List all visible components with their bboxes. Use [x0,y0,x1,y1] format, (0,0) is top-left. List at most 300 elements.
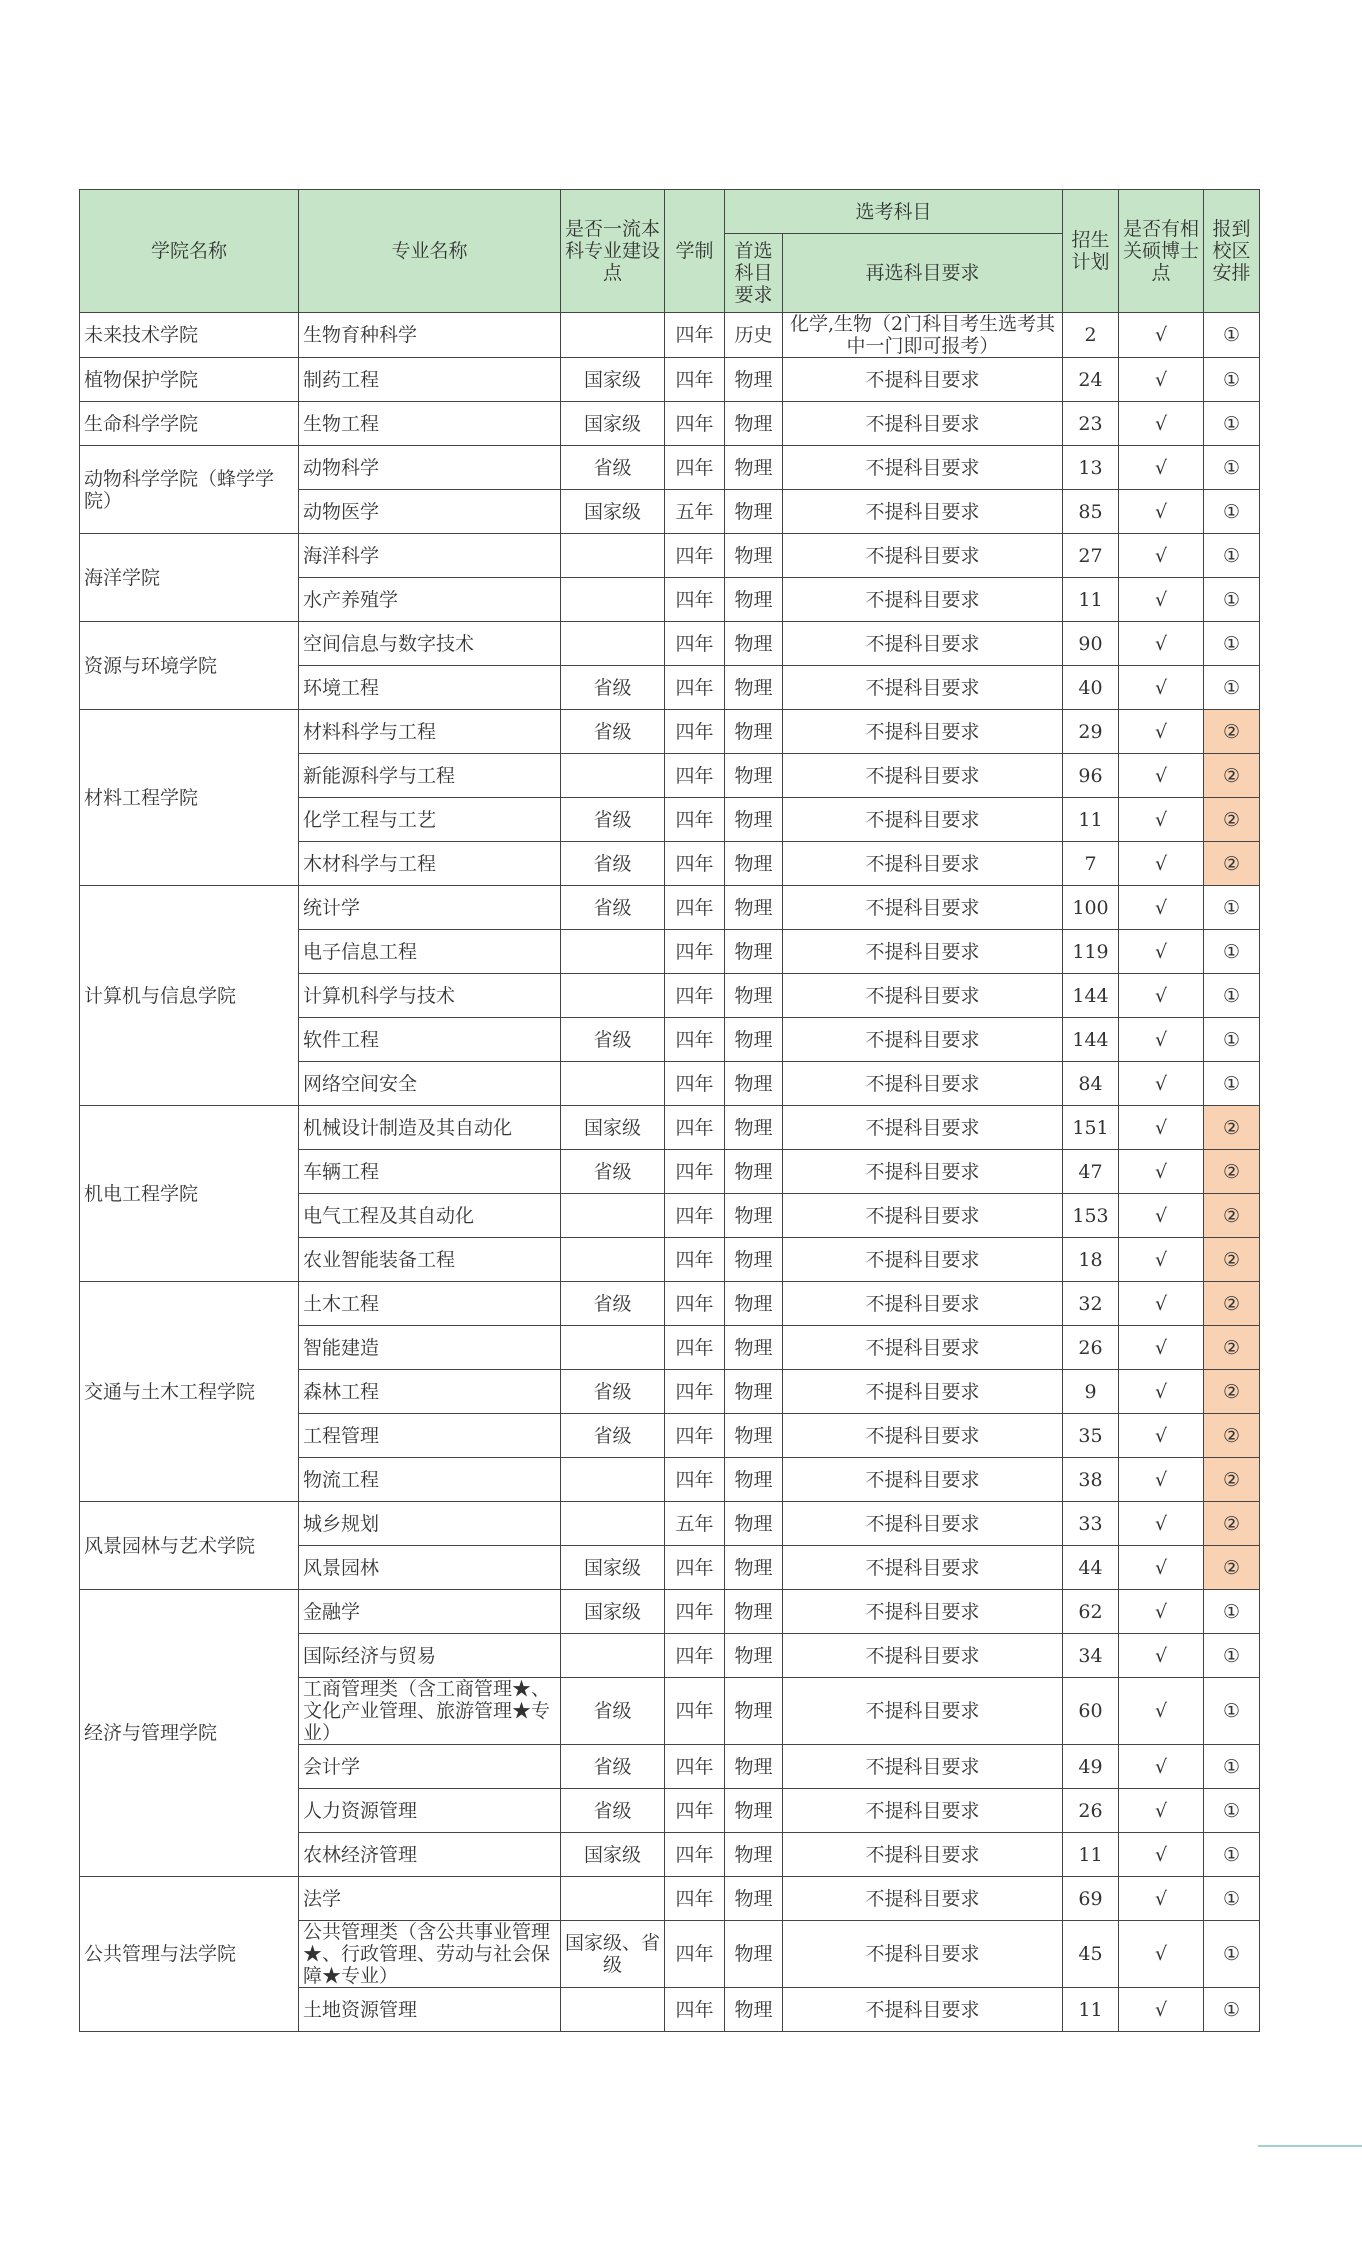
first-subject-cell: 物理 [725,930,783,974]
first-class-cell [561,1326,665,1370]
duration-cell: 五年 [665,490,725,534]
major-cell: 城乡规划 [299,1502,561,1546]
campus-cell: ② [1204,710,1260,754]
duration-cell: 四年 [665,798,725,842]
campus-cell: ② [1204,754,1260,798]
first-class-cell: 省级 [561,798,665,842]
first-subject-cell: 物理 [725,402,783,446]
college-cell: 生命科学学院 [80,402,299,446]
campus-cell: ② [1204,1502,1260,1546]
first-class-cell: 国家级 [561,1833,665,1877]
first-subject-cell: 物理 [725,974,783,1018]
duration-cell: 四年 [665,842,725,886]
college-cell: 植物保护学院 [80,358,299,402]
college-cell: 交通与土木工程学院 [80,1282,299,1502]
table-row [80,446,1260,490]
reselect-cell: 不提科目要求 [783,1590,1063,1634]
first-class-cell: 国家级 [561,1590,665,1634]
col-header-campus: 报到校区安排 [1204,190,1260,313]
duration-cell: 四年 [665,1988,725,2032]
first-class-cell: 省级 [561,1789,665,1833]
first-subject-cell: 物理 [725,1833,783,1877]
campus-cell: ② [1204,1326,1260,1370]
duration-cell: 四年 [665,1833,725,1877]
reselect-cell: 不提科目要求 [783,666,1063,710]
campus-cell: ① [1204,1877,1260,1921]
reselect-cell: 不提科目要求 [783,534,1063,578]
reselect-cell: 不提科目要求 [783,754,1063,798]
plan-cell: 26 [1063,1326,1119,1370]
plan-cell: 11 [1063,798,1119,842]
doctoral-cell: √ [1119,1282,1204,1326]
doctoral-cell: √ [1119,1018,1204,1062]
major-cell: 网络空间安全 [299,1062,561,1106]
table-row [80,1106,1260,1150]
major-cell: 工程管理 [299,1414,561,1458]
first-subject-cell: 物理 [725,1678,783,1745]
reselect-cell: 不提科目要求 [783,1282,1063,1326]
college-cell: 风景园林与艺术学院 [80,1502,299,1590]
campus-cell: ① [1204,446,1260,490]
first-class-cell: 国家级、省级 [561,1921,665,1988]
plan-cell: 2 [1063,313,1119,358]
table-row [80,1877,1260,1921]
first-subject-cell: 物理 [725,754,783,798]
doctoral-cell: √ [1119,1106,1204,1150]
first-subject-cell: 物理 [725,842,783,886]
col-header-first-subject: 首选科目要求 [725,234,783,313]
first-class-cell [561,1194,665,1238]
doctoral-cell: √ [1119,446,1204,490]
table-row [80,402,1260,446]
reselect-cell: 不提科目要求 [783,1194,1063,1238]
major-cell: 软件工程 [299,1018,561,1062]
first-subject-cell: 物理 [725,446,783,490]
plan-cell: 151 [1063,1106,1119,1150]
col-header-plan: 招生计划 [1063,190,1119,313]
first-class-cell [561,313,665,358]
first-subject-cell: 物理 [725,578,783,622]
duration-cell: 四年 [665,974,725,1018]
reselect-cell: 不提科目要求 [783,402,1063,446]
college-cell: 公共管理与法学院 [80,1877,299,2032]
first-class-cell: 省级 [561,710,665,754]
plan-cell: 35 [1063,1414,1119,1458]
plan-cell: 24 [1063,358,1119,402]
campus-cell: ① [1204,1988,1260,2032]
campus-cell: ① [1204,534,1260,578]
major-cell: 制药工程 [299,358,561,402]
table-row [80,358,1260,402]
plan-cell: 34 [1063,1634,1119,1678]
major-cell: 机械设计制造及其自动化 [299,1106,561,1150]
first-class-cell [561,622,665,666]
reselect-cell: 不提科目要求 [783,798,1063,842]
doctoral-cell: √ [1119,313,1204,358]
duration-cell: 四年 [665,930,725,974]
duration-cell: 四年 [665,1326,725,1370]
plan-cell: 11 [1063,1833,1119,1877]
campus-cell: ② [1204,1150,1260,1194]
plan-cell: 100 [1063,886,1119,930]
first-subject-cell: 物理 [725,666,783,710]
campus-cell: ① [1204,1634,1260,1678]
reselect-cell: 不提科目要求 [783,1238,1063,1282]
reselect-cell: 不提科目要求 [783,446,1063,490]
plan-cell: 9 [1063,1370,1119,1414]
reselect-cell: 不提科目要求 [783,1458,1063,1502]
doctoral-cell: √ [1119,578,1204,622]
reselect-cell: 不提科目要求 [783,1326,1063,1370]
plan-cell: 153 [1063,1194,1119,1238]
duration-cell: 四年 [665,1546,725,1590]
doctoral-cell: √ [1119,1502,1204,1546]
major-cell: 水产养殖学 [299,578,561,622]
doctoral-cell: √ [1119,1370,1204,1414]
first-subject-cell: 物理 [725,1458,783,1502]
table-row [80,1282,1260,1326]
reselect-cell: 不提科目要求 [783,1789,1063,1833]
doctoral-cell: √ [1119,1634,1204,1678]
col-header-duration: 学制 [665,190,725,313]
first-class-cell [561,1988,665,2032]
first-subject-cell: 物理 [725,1988,783,2032]
doctoral-cell: √ [1119,1238,1204,1282]
major-cell: 环境工程 [299,666,561,710]
major-cell: 法学 [299,1877,561,1921]
col-header-reselect: 再选科目要求 [783,234,1063,313]
plan-cell: 18 [1063,1238,1119,1282]
first-subject-cell: 物理 [725,1326,783,1370]
reselect-cell: 不提科目要求 [783,1988,1063,2032]
col-header-first-class: 是否一流本科专业建设点 [561,190,665,313]
first-class-cell: 省级 [561,1745,665,1789]
doctoral-cell: √ [1119,1546,1204,1590]
doctoral-cell: √ [1119,622,1204,666]
college-cell: 海洋学院 [80,534,299,622]
first-class-cell: 国家级 [561,358,665,402]
reselect-cell: 不提科目要求 [783,974,1063,1018]
major-cell: 计算机科学与技术 [299,974,561,1018]
duration-cell: 四年 [665,446,725,490]
first-subject-cell: 物理 [725,358,783,402]
duration-cell: 四年 [665,1678,725,1745]
doctoral-cell: √ [1119,666,1204,710]
major-cell: 工商管理类（含工商管理★、文化产业管理、旅游管理★专业） [299,1678,561,1745]
col-header-college: 学院名称 [80,190,299,313]
major-cell: 风景园林 [299,1546,561,1590]
college-cell: 机电工程学院 [80,1106,299,1282]
duration-cell: 四年 [665,754,725,798]
first-subject-cell: 物理 [725,1018,783,1062]
doctoral-cell: √ [1119,754,1204,798]
first-class-cell: 省级 [561,1150,665,1194]
reselect-cell: 不提科目要求 [783,1150,1063,1194]
plan-cell: 144 [1063,974,1119,1018]
campus-cell: ① [1204,578,1260,622]
reselect-cell: 不提科目要求 [783,710,1063,754]
major-cell: 土木工程 [299,1282,561,1326]
duration-cell: 四年 [665,1634,725,1678]
plan-cell: 27 [1063,534,1119,578]
doctoral-cell: √ [1119,1414,1204,1458]
campus-cell: ① [1204,666,1260,710]
doctoral-cell: √ [1119,1678,1204,1745]
doctoral-cell: √ [1119,710,1204,754]
campus-cell: ① [1204,313,1260,358]
major-cell: 森林工程 [299,1370,561,1414]
first-subject-cell: 物理 [725,1414,783,1458]
duration-cell: 四年 [665,1789,725,1833]
duration-cell: 四年 [665,1194,725,1238]
table-row [80,710,1260,754]
duration-cell: 四年 [665,358,725,402]
plan-cell: 40 [1063,666,1119,710]
college-cell: 计算机与信息学院 [80,886,299,1106]
first-subject-cell: 物理 [725,1634,783,1678]
plan-cell: 62 [1063,1590,1119,1634]
doctoral-cell: √ [1119,358,1204,402]
reselect-cell: 不提科目要求 [783,930,1063,974]
plan-cell: 49 [1063,1745,1119,1789]
doctoral-cell: √ [1119,1789,1204,1833]
campus-cell: ① [1204,1789,1260,1833]
campus-cell: ② [1204,1370,1260,1414]
plan-cell: 47 [1063,1150,1119,1194]
doctoral-cell: √ [1119,1194,1204,1238]
first-subject-cell: 物理 [725,1370,783,1414]
major-cell: 新能源科学与工程 [299,754,561,798]
first-subject-cell: 物理 [725,622,783,666]
first-class-cell [561,534,665,578]
reselect-cell: 不提科目要求 [783,1745,1063,1789]
duration-cell: 四年 [665,1238,725,1282]
campus-cell: ② [1204,842,1260,886]
duration-cell: 四年 [665,1018,725,1062]
duration-cell: 五年 [665,1502,725,1546]
doctoral-cell: √ [1119,1062,1204,1106]
major-cell: 土地资源管理 [299,1988,561,2032]
first-class-cell: 国家级 [561,402,665,446]
first-class-cell: 省级 [561,446,665,490]
doctoral-cell: √ [1119,1458,1204,1502]
doctoral-cell: √ [1119,842,1204,886]
duration-cell: 四年 [665,1282,725,1326]
table-body [80,313,1260,2032]
reselect-cell: 不提科目要求 [783,1502,1063,1546]
table-row [80,534,1260,578]
col-header-doctoral: 是否有相关硕博士点 [1119,190,1204,313]
table-row [80,1502,1260,1546]
campus-cell: ① [1204,1678,1260,1745]
first-subject-cell: 物理 [725,1502,783,1546]
first-subject-cell: 物理 [725,1745,783,1789]
campus-cell: ① [1204,358,1260,402]
first-subject-cell: 物理 [725,490,783,534]
campus-cell: ① [1204,1062,1260,1106]
first-subject-cell: 物理 [725,1789,783,1833]
first-class-cell [561,1502,665,1546]
campus-cell: ② [1204,1546,1260,1590]
first-subject-cell: 物理 [725,1282,783,1326]
first-class-cell [561,1877,665,1921]
duration-cell: 四年 [665,1414,725,1458]
major-cell: 木材科学与工程 [299,842,561,886]
plan-cell: 85 [1063,490,1119,534]
major-cell: 农林经济管理 [299,1833,561,1877]
major-cell: 空间信息与数字技术 [299,622,561,666]
reselect-cell: 不提科目要求 [783,1678,1063,1745]
reselect-cell: 不提科目要求 [783,1877,1063,1921]
doctoral-cell: √ [1119,490,1204,534]
duration-cell: 四年 [665,1458,725,1502]
doctoral-cell: √ [1119,1326,1204,1370]
reselect-cell: 不提科目要求 [783,622,1063,666]
first-class-cell [561,1458,665,1502]
major-cell: 电子信息工程 [299,930,561,974]
major-cell: 人力资源管理 [299,1789,561,1833]
plan-cell: 23 [1063,402,1119,446]
duration-cell: 四年 [665,1921,725,1988]
major-cell: 电气工程及其自动化 [299,1194,561,1238]
first-subject-cell: 物理 [725,1877,783,1921]
duration-cell: 四年 [665,1590,725,1634]
major-cell: 农业智能装备工程 [299,1238,561,1282]
reselect-cell: 不提科目要求 [783,842,1063,886]
reselect-cell: 不提科目要求 [783,1370,1063,1414]
footer-accent-line [1258,2145,1362,2147]
first-subject-cell: 物理 [725,534,783,578]
first-class-cell: 省级 [561,1370,665,1414]
first-class-cell: 国家级 [561,490,665,534]
duration-cell: 四年 [665,886,725,930]
reselect-cell: 不提科目要求 [783,578,1063,622]
campus-cell: ② [1204,798,1260,842]
first-class-cell: 省级 [561,1414,665,1458]
major-cell: 金融学 [299,1590,561,1634]
first-subject-cell: 物理 [725,1238,783,1282]
first-class-cell: 省级 [561,886,665,930]
reselect-cell: 不提科目要求 [783,1414,1063,1458]
reselect-cell: 不提科目要求 [783,886,1063,930]
plan-cell: 26 [1063,1789,1119,1833]
first-class-cell: 省级 [561,842,665,886]
first-class-cell [561,754,665,798]
reselect-cell: 不提科目要求 [783,1018,1063,1062]
campus-cell: ① [1204,1833,1260,1877]
header-row-top [80,190,1260,234]
first-subject-cell: 物理 [725,886,783,930]
duration-cell: 四年 [665,534,725,578]
plan-cell: 11 [1063,578,1119,622]
reselect-cell: 不提科目要求 [783,1921,1063,1988]
campus-cell: ① [1204,930,1260,974]
major-cell: 生物工程 [299,402,561,446]
major-cell: 车辆工程 [299,1150,561,1194]
plan-cell: 29 [1063,710,1119,754]
first-class-cell: 省级 [561,1018,665,1062]
reselect-cell: 不提科目要求 [783,358,1063,402]
duration-cell: 四年 [665,578,725,622]
first-class-cell [561,1238,665,1282]
duration-cell: 四年 [665,313,725,358]
duration-cell: 四年 [665,666,725,710]
first-subject-cell: 物理 [725,1921,783,1988]
doctoral-cell: √ [1119,1590,1204,1634]
major-cell: 生物育种科学 [299,313,561,358]
campus-cell: ② [1204,1238,1260,1282]
first-subject-cell: 物理 [725,1194,783,1238]
table-row [80,886,1260,930]
first-subject-cell: 物理 [725,1590,783,1634]
first-class-cell: 国家级 [561,1106,665,1150]
first-class-cell: 省级 [561,666,665,710]
first-class-cell: 省级 [561,1282,665,1326]
plan-cell: 69 [1063,1877,1119,1921]
doctoral-cell: √ [1119,1150,1204,1194]
major-cell: 会计学 [299,1745,561,1789]
duration-cell: 四年 [665,622,725,666]
first-subject-cell: 物理 [725,1106,783,1150]
college-cell: 未来技术学院 [80,313,299,358]
duration-cell: 四年 [665,710,725,754]
major-cell: 海洋科学 [299,534,561,578]
doctoral-cell: √ [1119,402,1204,446]
plan-cell: 38 [1063,1458,1119,1502]
campus-cell: ① [1204,1018,1260,1062]
doctoral-cell: √ [1119,974,1204,1018]
table-row [80,313,1260,358]
plan-cell: 11 [1063,1988,1119,2032]
first-class-cell [561,1062,665,1106]
plan-cell: 119 [1063,930,1119,974]
campus-cell: ① [1204,1921,1260,1988]
campus-cell: ① [1204,974,1260,1018]
reselect-cell: 不提科目要求 [783,1106,1063,1150]
doctoral-cell: √ [1119,930,1204,974]
first-subject-cell: 物理 [725,1150,783,1194]
doctoral-cell: √ [1119,886,1204,930]
first-class-cell: 省级 [561,1678,665,1745]
first-subject-cell: 物理 [725,1062,783,1106]
major-cell: 动物医学 [299,490,561,534]
plan-cell: 144 [1063,1018,1119,1062]
campus-cell: ① [1204,1745,1260,1789]
plan-cell: 90 [1063,622,1119,666]
table-row [80,1590,1260,1634]
college-cell: 资源与环境学院 [80,622,299,710]
first-subject-cell: 物理 [725,710,783,754]
major-cell: 物流工程 [299,1458,561,1502]
duration-cell: 四年 [665,1106,725,1150]
plan-cell: 32 [1063,1282,1119,1326]
first-class-cell [561,974,665,1018]
campus-cell: ① [1204,402,1260,446]
college-cell: 经济与管理学院 [80,1590,299,1877]
college-cell: 材料工程学院 [80,710,299,886]
campus-cell: ① [1204,622,1260,666]
doctoral-cell: √ [1119,534,1204,578]
major-cell: 公共管理类（含公共事业管理★、行政管理、劳动与社会保障★专业） [299,1921,561,1988]
major-cell: 国际经济与贸易 [299,1634,561,1678]
plan-cell: 45 [1063,1921,1119,1988]
col-header-major: 专业名称 [299,190,561,313]
table-row [80,622,1260,666]
duration-cell: 四年 [665,1062,725,1106]
duration-cell: 四年 [665,1877,725,1921]
plan-cell: 13 [1063,446,1119,490]
major-cell: 统计学 [299,886,561,930]
